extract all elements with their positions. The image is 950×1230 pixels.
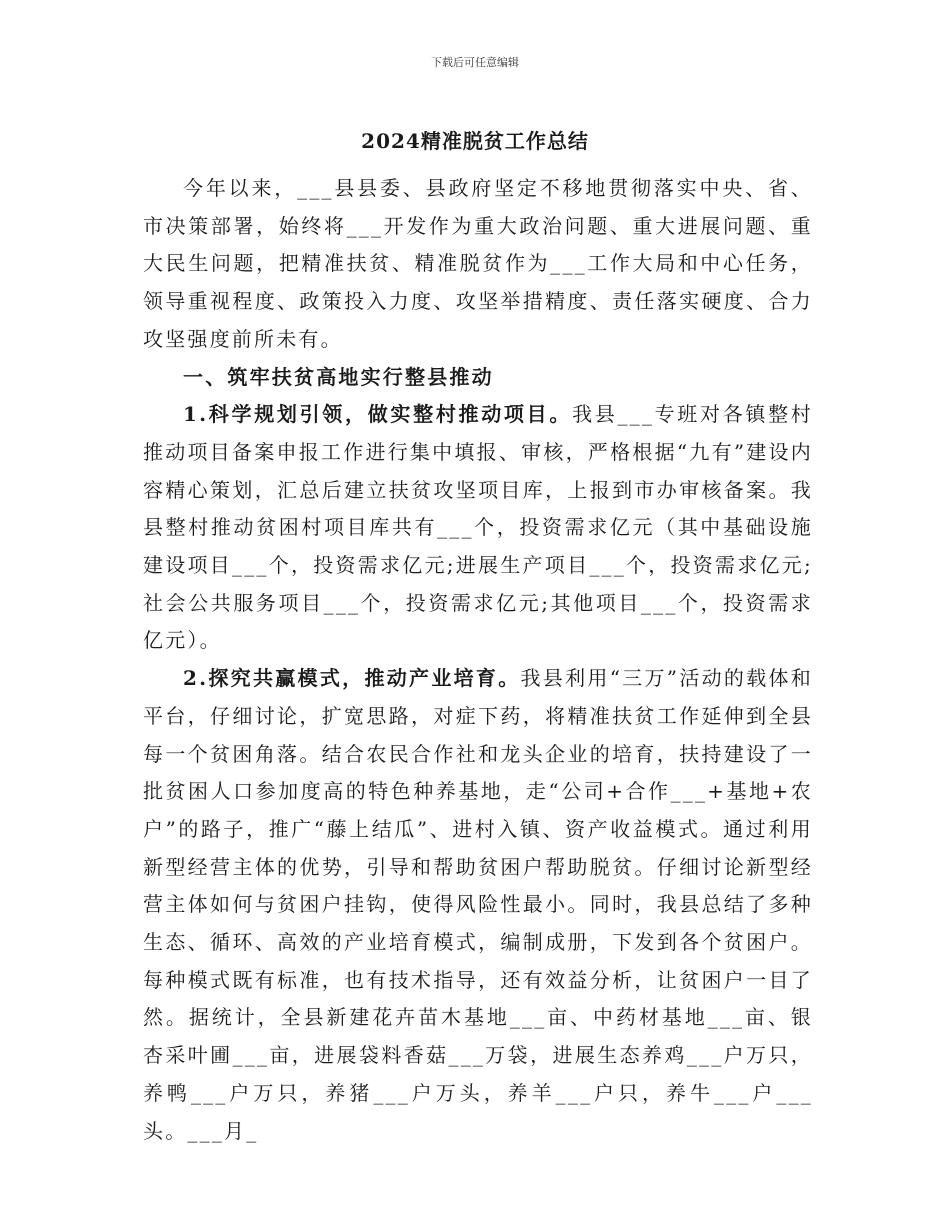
document-body [143, 170, 813, 1150]
section-heading: 一、筑牢扶贫高地实行整县推动 [183, 364, 494, 389]
header-note: 下载后可任意编辑 [431, 56, 519, 69]
item-2-text: 我县利用“三万”活动的载体和平台，仔细讨论，扩宽思路，对症下药，将精准扶贫工作延伸到全县每一个贫困角落。结合农民合作社和龙头企业的培育，扶持建设了一批贫困人口参加度高的特色种养基地，走“公司+合作___+基地+农户”的路子，推广“藤上结瓜”、进村入镇、资产收益模式。通过利用新型经营主体的优势，引导和帮助贫困户帮助脱贫。仔细讨论新型经营主体如何与贫困户挂钩，使得风险性最小。同时，我县总结了多种生态、循环、高效的产业培育模式，编制成册，下发到各个贫困户。每种模式既有标准，也有技术指导，还有效益分析，让贫困户一目了然。据统计，全县新建花卉苗木基地___亩、中药材基地___亩、银杏采叶圃___亩，进展袋料香菇___万袋，进展生态养鸡___户万只，养鸭___户万只，养猪___户万头，养羊___户只，养牛___户___头。___月_ [143, 666, 813, 1143]
item-1-paragraph [143, 396, 813, 660]
item-1-text: 我县___专班对各镇整村推动项目备案申报工作进行集中填报、审核，严格根据“九有”建设内容精心策划，汇总后建立扶贫攻坚项目库，上报到市办审核备案。我县整村推动贫困村项目库共有___个，投资需求亿元（其中基础设施建设项目___个，投资需求亿元;进展生产项目___个，投资需求亿元;社会公共服务项目___个，投资需求亿元;其他项目___个，投资需求亿元）。 [143, 402, 814, 653]
intro-paragraph: 今年以来，___县县委、县政府坚定不移地贯彻落实中央、省、市决策部署，始终将___开发作为重大政治问题、重大进展问题、重大民生问题，把精准扶贫、精准脱贫作为___工作大局和中心任务，领导重视程度、政策投入力度、攻坚举措精度、责任落实硬度、合力攻坚强度前所未有。 [143, 176, 813, 351]
item-1-lead: 1.科学规划引领，做实整村推动项目。 [183, 402, 573, 427]
item-2-paragraph [143, 660, 813, 1150]
item-2-lead: 2.探究共赢模式，推动产业培育。 [183, 666, 521, 691]
document-title: 2024精准脱贫工作总结 [361, 129, 589, 153]
